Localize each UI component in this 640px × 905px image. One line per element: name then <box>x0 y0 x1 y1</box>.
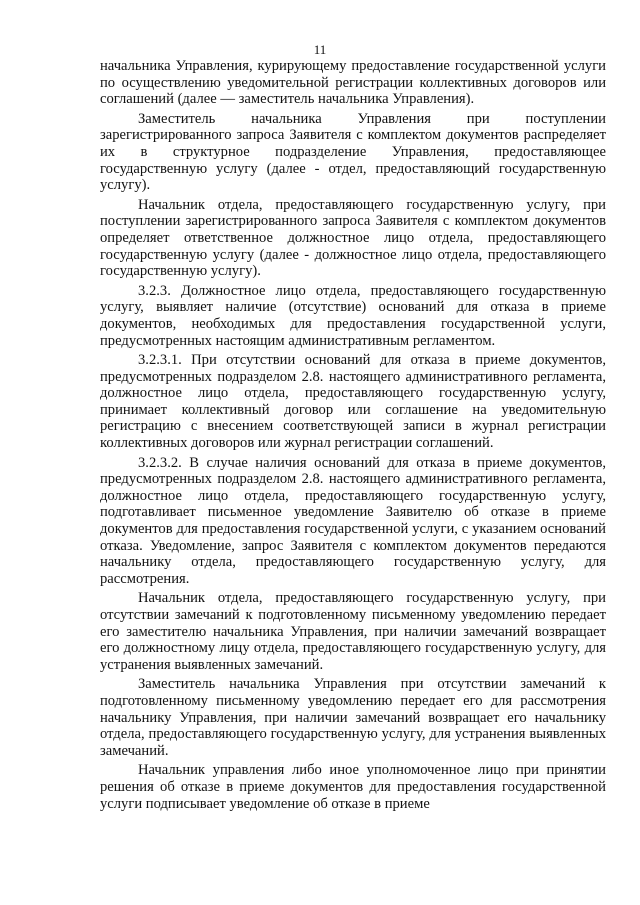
paragraph-3-2-3-1: 3.2.3.1. При отсутствии оснований для отказа в приеме документов, предусмотренных подразделом 2.8. настоящего административного регламента, должностное лицо отдела, предоставляющего государственную услугу, принимает коллективный договор или соглашение на уведомительную регистрацию с внесением соответствующей записи в журнал регистрации коллективных договоров или журнал регистрации соглашений. <box>100 352 606 452</box>
page-number: 11 <box>313 42 327 57</box>
paragraph-deputy-review: Заместитель начальника Управления при отсутствии замечаний к подготовленному письменному уведомлению передает его для рассмотрения начальнику Управления, при наличии замечаний возвращает его начальнику отдела, предоставляющего государственную услугу, для устранения выявленных замечаний. <box>100 676 606 759</box>
paragraph-deputy-distribution: Заместитель начальника Управления при поступлении зарегистрированного запроса Заявителя с комплектом документов распределяет их в структурное подразделение Управления, предоставляющее государственную услугу (далее - отдел, предоставляющий государственную услугу). <box>100 110 606 194</box>
paragraph-continuation: начальника Управления, курирующему предоставление государственной услуги по осуществлению уведомительной регистрации коллективных договоров или соглашений (далее — заместитель начальника Управления). <box>100 58 606 108</box>
document-body <box>100 58 606 812</box>
paragraph-head-decision: Начальник управления либо иное уполномоченное лицо при принятии решения об отказе в приеме документов для предоставления государственной услуги подписывает уведомление об отказе в приеме <box>100 762 606 812</box>
paragraph-department-head-review: Начальник отдела, предоставляющего государственную услугу, при отсутствии замечаний к подготовленному письменному уведомлению передает его заместителю начальника Управления, при наличии замечаний возвращает его должностному лицу отдела, предоставляющего государственную услугу, для устранения выявленных замечаний. <box>100 590 606 673</box>
paragraph-department-head: Начальник отдела, предоставляющего государственную услугу, при поступлении зарегистрированного запроса Заявителя с комплектом документов определяет ответственное должностное лицо отдела, предоставляющего государственную услугу (далее - должностное лицо отдела, предоставляющего государственную услугу). <box>100 196 606 280</box>
paragraph-3-2-3: 3.2.3. Должностное лицо отдела, предоставляющего государственную услугу, выявляет наличие (отсутствие) оснований для отказа в приеме документов, необходимых для предоставления государственной услуги, предусмотренных настоящим административным регламентом. <box>100 282 606 349</box>
paragraph-3-2-3-2: 3.2.3.2. В случае наличия оснований для отказа в приеме документов, предусмотренных подразделом 2.8. настоящего административного регламента, должностное лицо отдела, предоставляющего государственную услугу, подготавливает письменное уведомление Заявителю об отказе в приеме документов для предоставления государственной услуги, с указанием оснований отказа. Уведомление, запрос Заявителя с комплектом документов передаются начальнику отдела, предоставляющего государственную услугу, для рассмотрения. <box>100 454 606 587</box>
